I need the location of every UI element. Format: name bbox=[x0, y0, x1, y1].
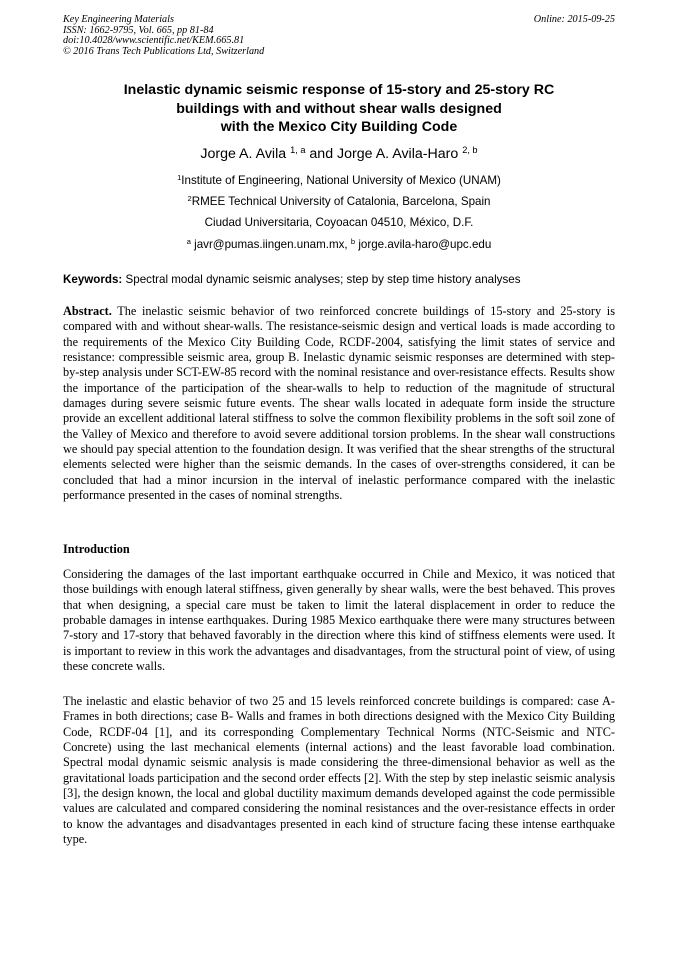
affiliation-1-sup: 1 bbox=[177, 172, 182, 182]
author-2: Jorge A. Avila-Haro bbox=[337, 146, 459, 162]
affiliation-address: Ciudad Universitaria, Coyoacan 04510, México, D.F. bbox=[204, 216, 474, 229]
keywords-label: Keywords: bbox=[63, 273, 123, 286]
journal-name: Key Engineering Materials bbox=[63, 14, 174, 25]
affiliation-1-text: Institute of Engineering, National University of Mexico (UNAM) bbox=[181, 174, 501, 187]
author-emails bbox=[60, 238, 618, 251]
email-1[interactable]: javr@pumas.iingen.unam.mx, bbox=[194, 238, 348, 251]
issn-line: ISSN: 1662-9795, Vol. 665, pp 81-84 bbox=[63, 24, 214, 36]
affiliation-2 bbox=[60, 195, 618, 208]
abstract-label: Abstract. bbox=[63, 304, 112, 318]
title-line-2: buildings with and without shear walls designed bbox=[176, 100, 502, 117]
author-1: Jorge A. Avila bbox=[200, 146, 287, 162]
author-list bbox=[60, 146, 618, 162]
affiliation-2-text: RMEE Technical University of Catalonia, Barcelona, Spain bbox=[191, 195, 491, 208]
email-1-sup: a bbox=[186, 236, 191, 246]
email-2-sup: b bbox=[350, 236, 356, 246]
title-line-3: with the Mexico City Building Code bbox=[220, 119, 458, 135]
doi-line: doi:10.4028/www.scientific.net/KEM.665.81 bbox=[63, 35, 245, 47]
introduction-heading: Introduction bbox=[63, 542, 130, 556]
author-and: and bbox=[309, 146, 334, 162]
abstract-text: The inelastic seismic behavior of two reinforced concrete buildings of 15-story and 25-story is compared with and without shear-walls. The resistance-seismic design and vertical loads is made according to the requirements of the Mexico City Building Code, RCDF-2004, satisfying the limit states of service and resistance: compressible seismic area, group B. Inelastic dynamic seismic responses are determined with step-by-step analysis under SCT-EW-85 record with the nominal resistance and over-resistance effects. Results show the importance of the participation of the shear-walls to help to reduction of the magnitude of structural damages during severe seismic future events. The shear walls located in adequate form inside the structure provide an excellent additional lateral stiffness to solve the common flexibility problems in the soft soil zone of the Valley of Mexico and therefore to avoid severe additional torsion problems. In the shear wall constructions we should pay special attention to the foundation design. It was verified that the shear strengths of the structural elements selected were higher than the seismic demands. In the cases of over-strengths considered, it can be concluded that had a minor incursion in the interval of inelastic performance compared with the inelastic performance presented in the cases of nominal strengths. bbox=[63, 304, 615, 503]
introduction-paragraph-2: The inelastic and elastic behavior of two 25 and 15 levels reinforced concrete buildings is compared: case A- Frames in both directions; case B- Walls and frames in both directions designed with the Mexico City Building Code, RCDF-04 [1], and its corresponding Complementary Technical Norms (NTC-Seismic and NTC-Concrete) using the last mechanical elements (internal actions) and the least favorable load combination. Spectral modal dynamic seismic analysis is made considering the three-dimensional behavior as well as the gravitational loads participation and the second order effects [2]. With the step by step inelastic seismic analysis [3], the design known, the local and global ductility maximum demands developed against the code permissible values are calculated and compared considering the nominal resistances and the over-resistance effects in order to know the advantages and disadvantages presented in each kind of structure facing these intense earthquake type. bbox=[63, 694, 615, 847]
affiliation-1 bbox=[60, 174, 618, 187]
abstract bbox=[63, 304, 615, 503]
title-line-1: Inelastic dynamic seismic response of 15-story and 25-story RC bbox=[123, 82, 555, 98]
keywords bbox=[63, 273, 615, 286]
journal-header bbox=[63, 15, 615, 57]
affiliation-2-sup: 2 bbox=[187, 193, 192, 203]
email-2[interactable]: jorge.avila-haro@upc.edu bbox=[358, 238, 492, 251]
introduction-paragraph-1: Considering the damages of the last important earthquake occurred in Chile and Mexico, it was noticed that those buildings with enough lateral stiffness, given generally by shear walls, were the best behaved. This proves that when designing, a special care must be taken to limit the lateral displacement in order to reduce the probable damages in intense earthquakes. During 1985 Mexico earthquake there were many structures between 7-story and 17-story that behaved favorably in the direction where this kind of stiffness elements were used. It is important to review in this work the advantages and disadvantages, from the structural point of view, of using these concrete walls. bbox=[63, 567, 615, 674]
author-1-sup: 1, a bbox=[290, 144, 306, 155]
paper-title bbox=[60, 81, 618, 137]
author-2-sup: 2, b bbox=[462, 144, 478, 155]
keywords-text: Spectral modal dynamic seismic analyses; step by step time history analyses bbox=[125, 273, 521, 286]
online-date: Online: 2015-09-25 bbox=[533, 14, 615, 25]
copyright-line: © 2016 Trans Tech Publications Ltd, Switzerland bbox=[63, 45, 265, 57]
